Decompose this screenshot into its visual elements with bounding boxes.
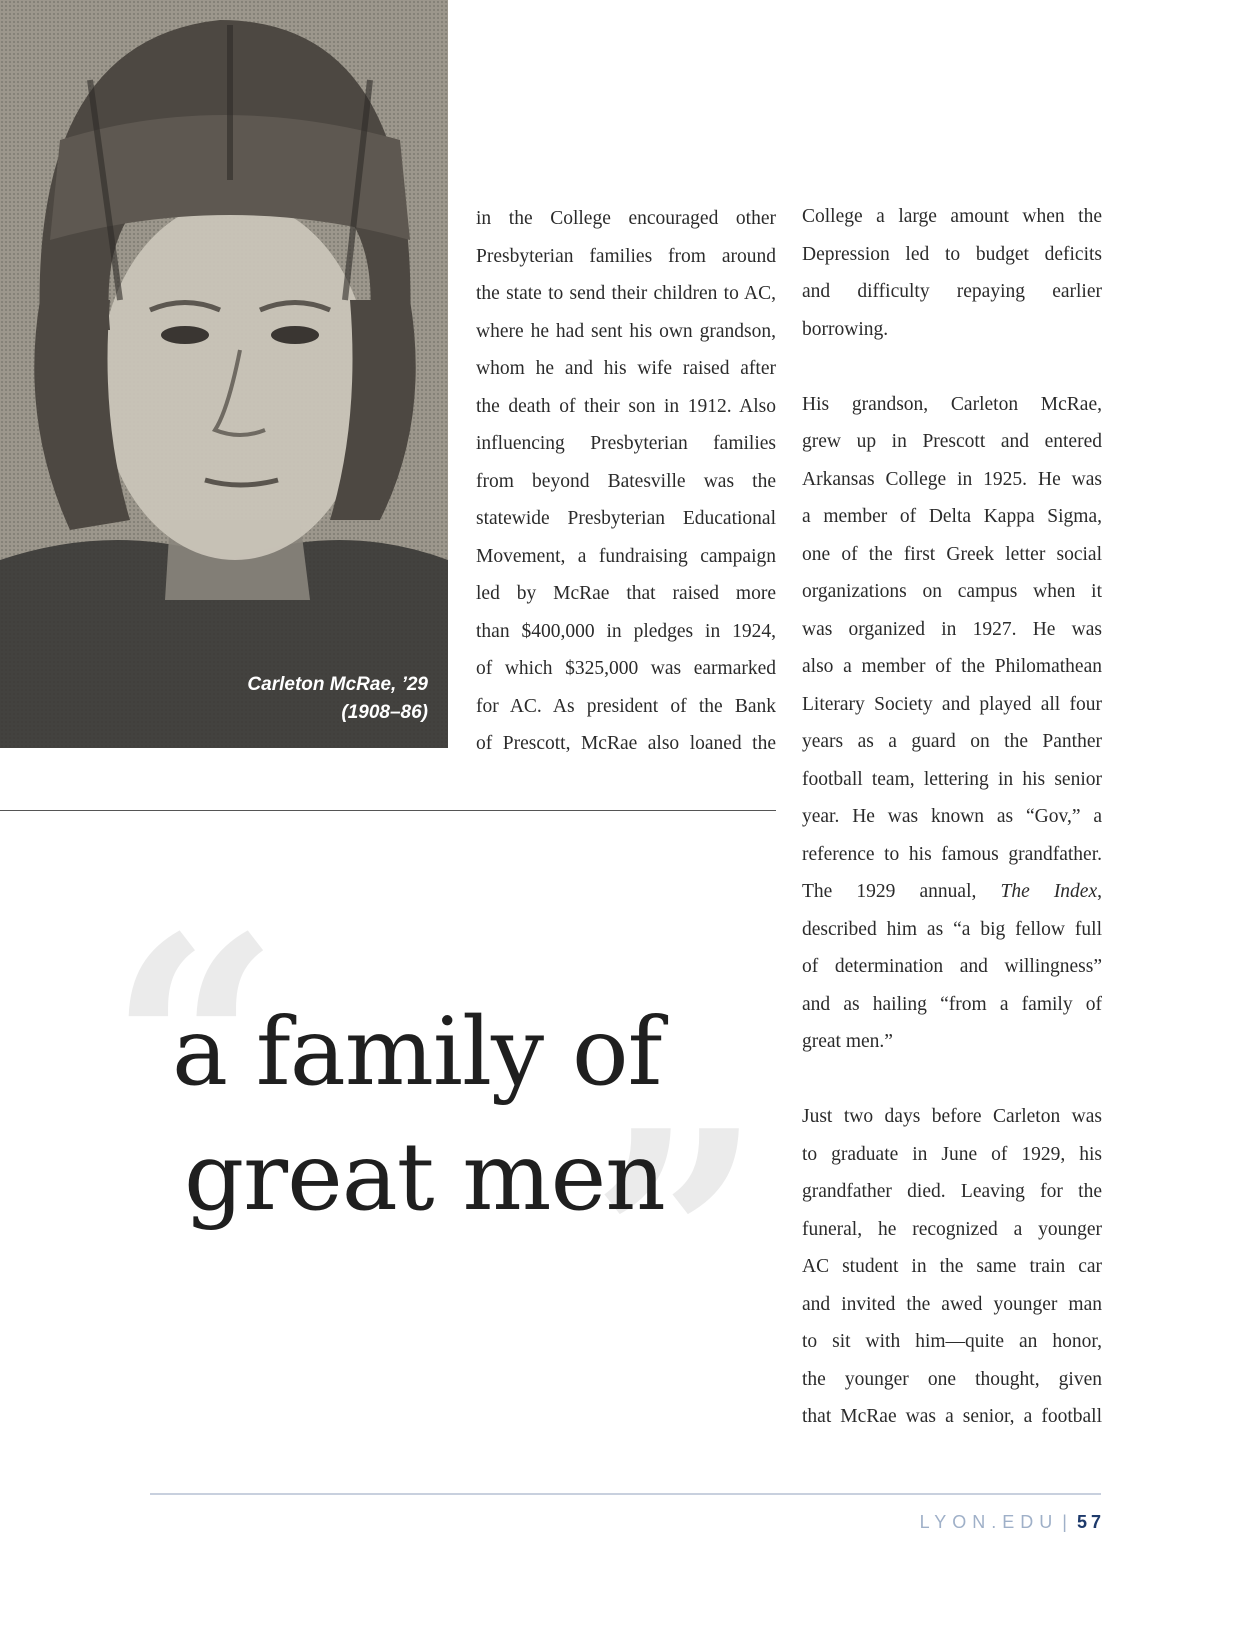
col1-line: whom he and his wife raised after <box>476 358 776 379</box>
col2-line: described him as “a big fellow full <box>802 918 1102 940</box>
pull-quote-line-2: great men <box>184 1123 665 1232</box>
open-quote-mark: “ <box>108 871 281 1224</box>
col2-line: and invited the awed younger man <box>802 1293 1102 1315</box>
col2-line-index <box>802 873 1102 911</box>
col2-line: football team, lettering in his senior <box>802 768 1102 790</box>
footer-separator: | <box>1062 1512 1073 1532</box>
col2-line: one of the first Greek letter social <box>802 543 1102 565</box>
col1-line: the death of their son in 1912. Also <box>476 395 776 417</box>
portrait-photo <box>0 0 448 748</box>
col2-line: also a member of the Philomathean <box>802 656 1102 677</box>
col1-line: of which $325,000 was earmarked <box>476 658 776 679</box>
footer-rule <box>150 1493 1101 1495</box>
col2-line: and difficulty repaying earlier <box>802 281 1102 302</box>
col1-line: Movement, a fundraising campaign <box>476 545 776 567</box>
footer-site-link[interactable]: LYON.EDU <box>919 1512 1059 1532</box>
photo-caption <box>247 671 428 727</box>
col1-line: in the College encouraged other <box>476 208 776 229</box>
body-column-2 <box>802 198 1102 1436</box>
paragraph-gap <box>802 348 1102 386</box>
col2-line: His grandson, Carleton McRae, <box>802 393 1102 415</box>
col1-line: Presbyterian families from around <box>476 245 776 267</box>
col2-line: was organized in 1927. He was <box>802 618 1102 640</box>
paragraph-gap <box>802 1061 1102 1099</box>
index-pre: The 1929 annual, <box>802 881 1001 902</box>
col2-line: of determination and willingness” <box>802 956 1102 977</box>
col2-line: years as a guard on the Panther <box>802 731 1102 752</box>
body-column-1 <box>476 200 776 763</box>
col2-line: great men.” <box>802 1031 893 1052</box>
caption-years: (1908–86) <box>341 702 428 723</box>
index-title: The Index <box>1000 881 1098 902</box>
col1-line: for AC. As president of the Bank <box>476 695 776 717</box>
col2-line: reference to his famous grandfather. <box>802 843 1102 865</box>
col1-line: influencing Presbyterian families <box>476 433 776 454</box>
col1-line: than $400,000 in pledges in 1924, <box>476 620 776 642</box>
close-quote-mark: ” <box>590 1065 763 1418</box>
col2-line: a member of Delta Kappa Sigma, <box>802 506 1102 527</box>
col2-line: grandfather died. Leaving for the <box>802 1181 1102 1202</box>
page-number: 57 <box>1076 1512 1105 1532</box>
col2-line: Arkansas College in 1925. He was <box>802 468 1102 490</box>
col2-line: to sit with him—quite an honor, <box>802 1331 1102 1352</box>
index-post: , <box>1097 881 1102 902</box>
col2-line: year. He was known as “Gov,” a <box>802 806 1102 827</box>
col2-line: borrowing. <box>802 318 889 340</box>
col1-line: of Prescott, McRae also loaned the <box>476 733 776 754</box>
col2-line: Depression led to budget deficits <box>802 243 1102 265</box>
col2-line: organizations on campus when it <box>802 581 1102 602</box>
col1-line: from beyond Batesville was the <box>476 470 776 492</box>
pull-quote-line-1: a family of <box>172 998 662 1107</box>
col1-line: statewide Presbyterian Educational <box>476 508 776 529</box>
section-divider <box>0 810 776 811</box>
col2-line: Literary Society and played all four <box>802 693 1102 715</box>
portrait-illustration <box>0 0 448 748</box>
page-footer <box>920 1512 1105 1533</box>
col2-line: Just two days before Carleton was <box>802 1106 1102 1127</box>
col2-line: AC student in the same train car <box>802 1256 1102 1277</box>
col2-line: and as hailing “from a family of <box>802 993 1102 1015</box>
col2-line: College a large amount when the <box>802 206 1102 227</box>
col2-line: to graduate in June of 1929, his <box>802 1143 1102 1165</box>
col1-line: the state to send their children to AC, <box>476 283 776 304</box>
col2-line: grew up in Prescott and entered <box>802 431 1102 452</box>
col2-line: the younger one thought, given <box>802 1368 1102 1390</box>
col2-line: funeral, he recognized a younger <box>802 1218 1102 1240</box>
col2-line: that McRae was a senior, a football <box>802 1406 1102 1427</box>
caption-name: Carleton McRae, ’29 <box>247 674 428 695</box>
col1-line: where he had sent his own grandson, <box>476 320 776 342</box>
col1-line: led by McRae that raised more <box>476 583 776 604</box>
pull-quote <box>172 990 665 1240</box>
